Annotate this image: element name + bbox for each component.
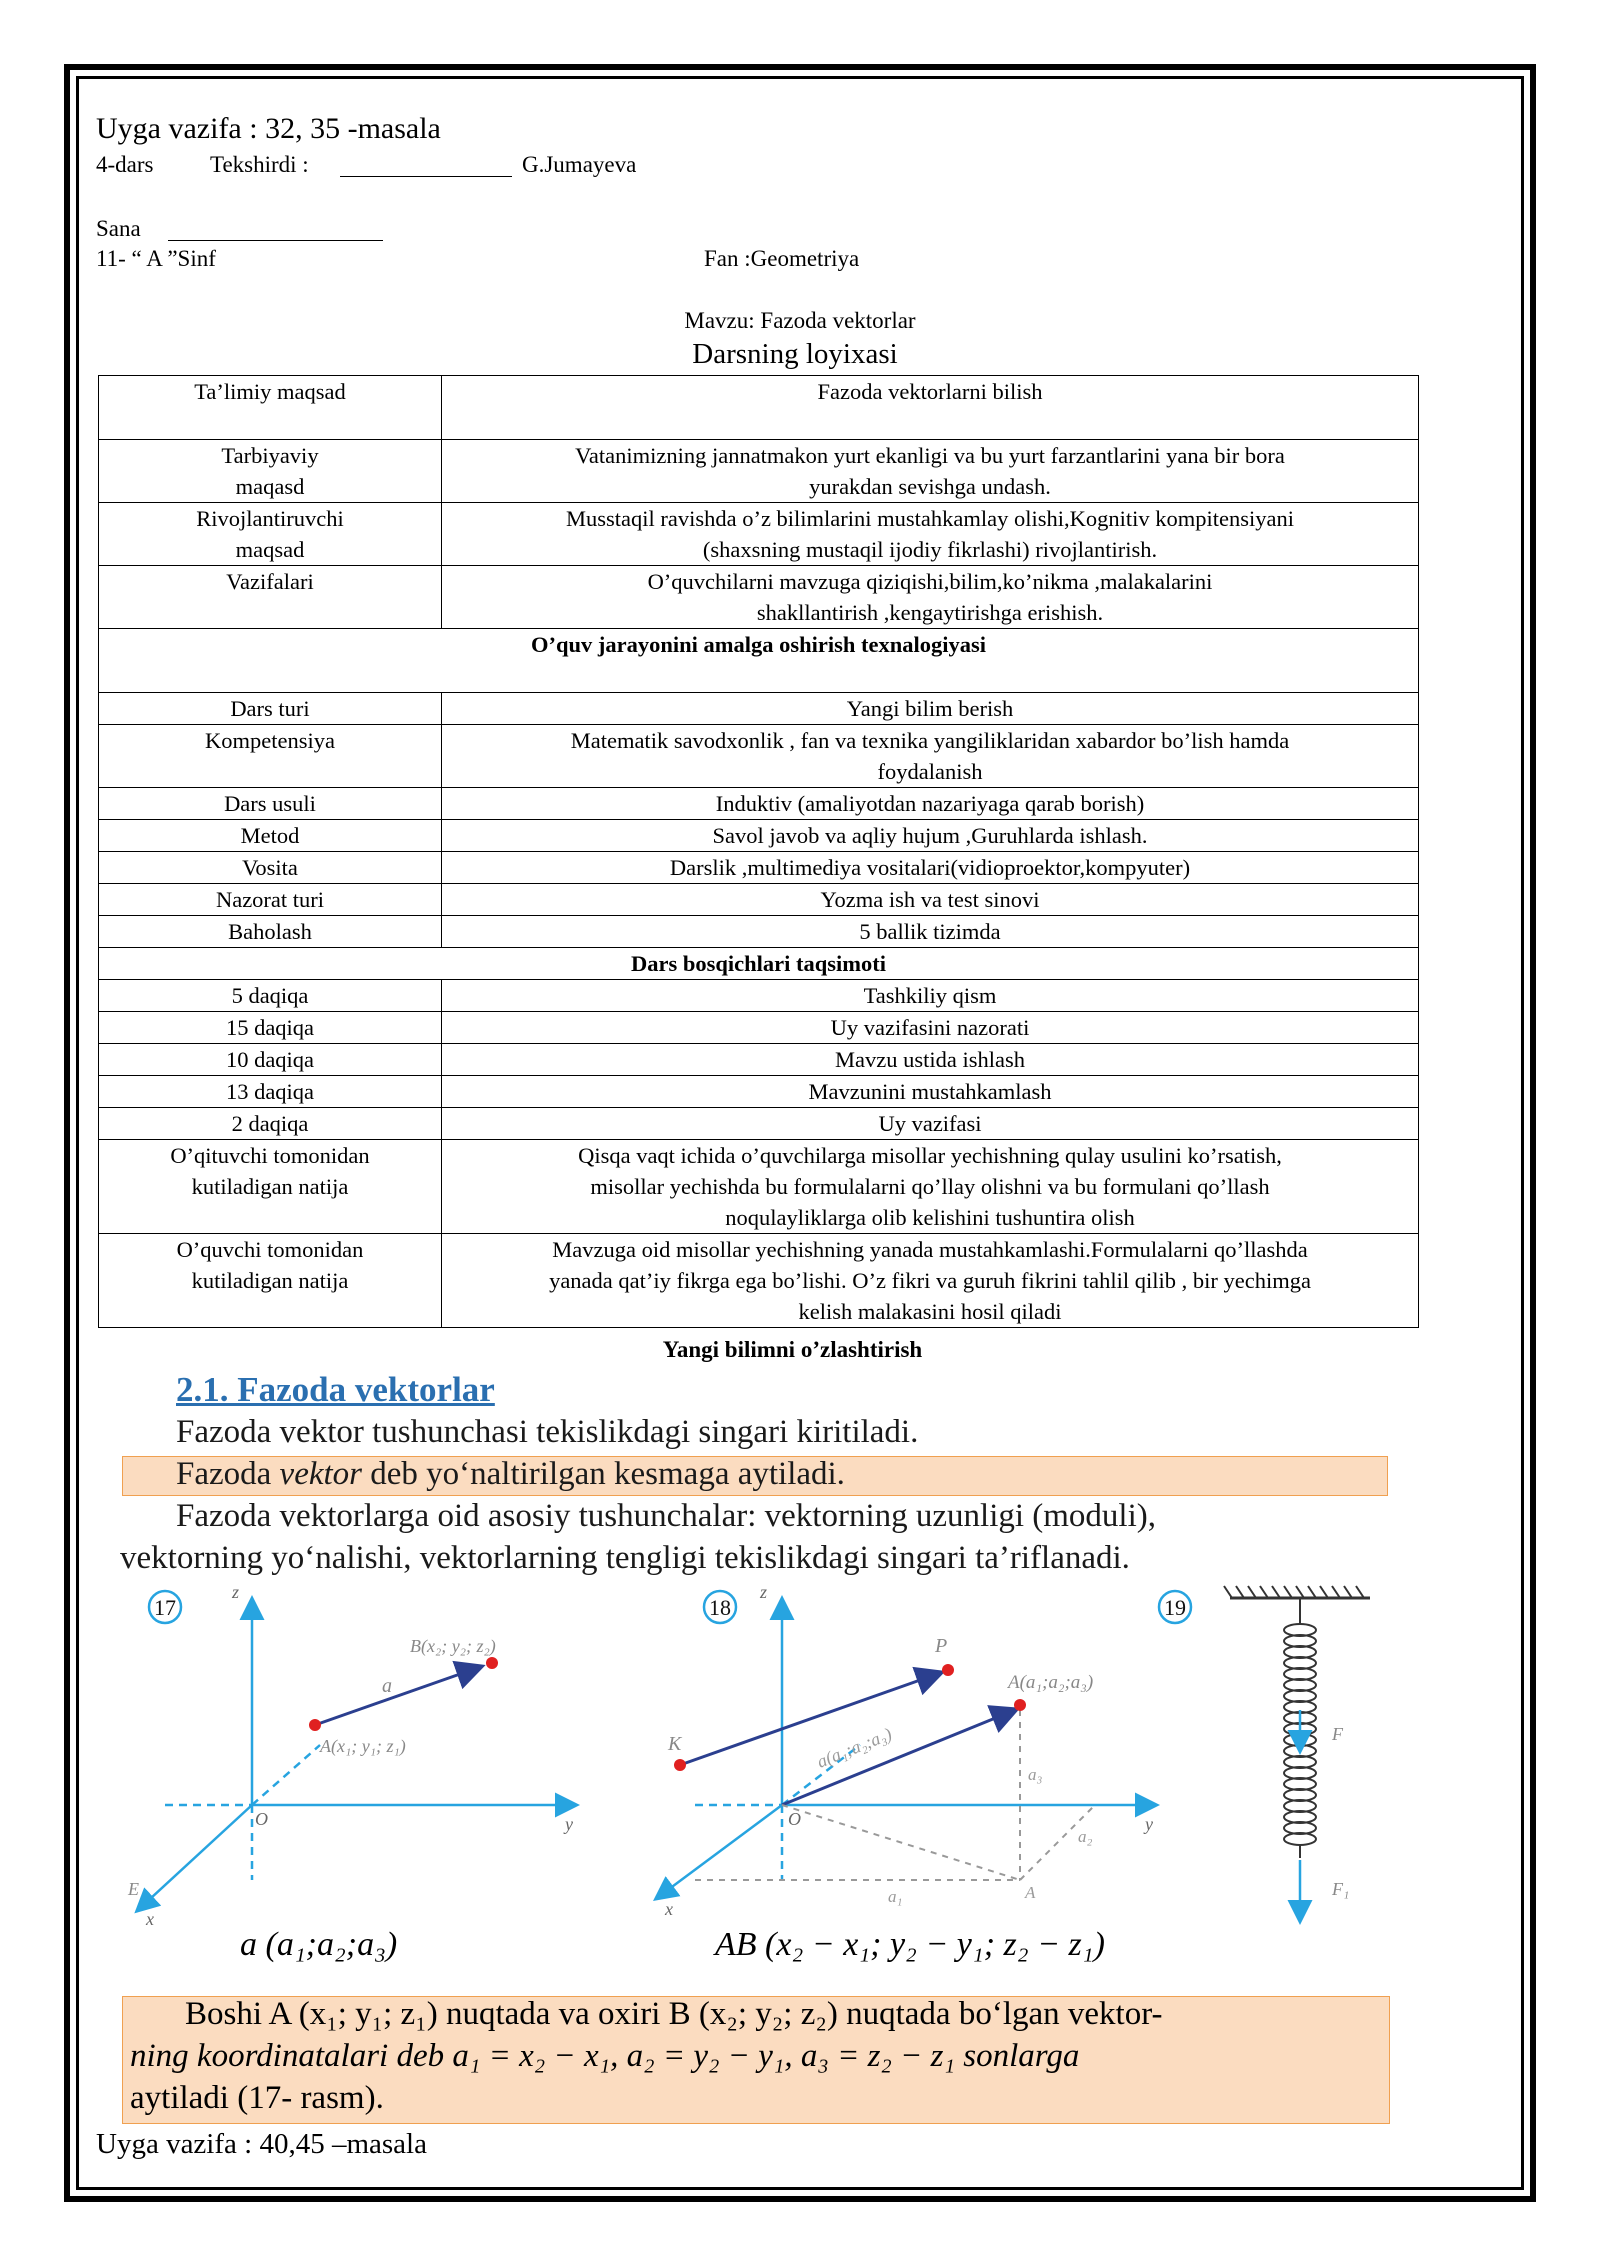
point-p-label: P — [935, 1635, 948, 1657]
table-row — [99, 503, 1419, 566]
figure-17 — [127, 1582, 575, 1929]
row-label: Kompetensiya — [99, 725, 442, 788]
row-value: Induktiv (amaliyotdan nazariyaga qarab borish) — [442, 788, 1419, 820]
figure-number: 18 — [709, 1595, 731, 1620]
row-value: Mavzuga oid misollar yechishning yanada mustahkamlashi.Formulalarni qo’llashda yanada qat’iy fikrga ega bo’lishi. O’z fikri va guruh fikrini tahlil qilib , bir yechimga kelish malakasini hosil qiladi — [442, 1234, 1419, 1328]
point-k — [674, 1759, 686, 1771]
table-row — [99, 693, 1419, 725]
table-row — [99, 1140, 1419, 1234]
row-label: Vazifalari — [99, 566, 442, 629]
table-row — [99, 1234, 1419, 1328]
homework-top: Uyga vazifa : 32, 35 -masala — [96, 112, 441, 145]
figure-number: 17 — [154, 1595, 176, 1620]
figure-19 — [1159, 1586, 1370, 1920]
row-value: Savol javob va aqliy hujum ,Guruhlarda ishlash. — [442, 820, 1419, 852]
vector-coordinates-formula: a (a₁;a₂;a₃) — [240, 1926, 398, 1963]
point-a-label: A(x₁; y₁; z₁) — [320, 1736, 406, 1756]
teacher-name: G.Jumayeva — [522, 152, 637, 177]
row-value: O’quvchilarni mavzuga qiziqishi,bilim,ko’nikma ,malakalarini shakllantirish ,kengaytirishga erishish. — [442, 566, 1419, 629]
point-p — [942, 1664, 954, 1676]
z-axis-label: z — [760, 1582, 768, 1602]
text-span: deb yo‘naltirilgan kesmaga aytiladi. — [362, 1456, 845, 1492]
y-axis-label: y — [565, 1814, 573, 1834]
ceiling-hatch — [1224, 1586, 1364, 1598]
row-value: Qisqa vaqt ichida o’quvchilarga misollar yechishning qulay usulini ko’rsatish, misollar yechishda bu formulalarni qo’llay olishni va bu formulani qo’llash noqulayliklarga olib kelishini tushuntira olish — [442, 1140, 1419, 1234]
signature-line — [340, 176, 512, 177]
row-label: 13 daqiqa — [99, 1076, 442, 1108]
force-f-label: F — [1332, 1724, 1343, 1744]
definition-line: ning koordinatalari deb a₁ = x₂ − x₁, a₂ = y₂ − y₁, a₃ = z₂ − z₁ sonlarga — [130, 2038, 1080, 2074]
point-b — [486, 1657, 498, 1669]
definition-line: Boshi A (x₁; y₁; z₁) nuqtada va oxiri B (x₂; y₂; z₂) nuqtada bo‘lgan vektor- — [185, 1996, 1163, 2032]
table-section-row — [99, 948, 1419, 980]
a1-label: a₁ — [888, 1887, 903, 1906]
row-value: Vatanimizning jannatmakon yurt ekanligi va bu yurt farzantlarini yana bir bora yurakdan sevishga undash. — [442, 440, 1419, 503]
x-axis — [657, 1805, 782, 1898]
x-axis-label: x — [146, 1909, 154, 1929]
row-label: Dars usuli — [99, 788, 442, 820]
row-label: 10 daqiqa — [99, 1044, 442, 1076]
row-label: Metod — [99, 820, 442, 852]
lesson-plan-table — [98, 375, 1419, 1328]
row-value: Mavzunini mustahkamlash — [442, 1076, 1419, 1108]
point-k-label: K — [668, 1733, 682, 1755]
text-span: Fazoda — [176, 1456, 280, 1492]
vector-ab-formula: AB (x₂ − x₁; y₂ − y₁; z₂ − z₁) — [715, 1926, 1105, 1963]
table-row — [99, 916, 1419, 948]
homework-bottom: Uyga vazifa : 40,45 –masala — [96, 2128, 427, 2160]
vector-definition — [176, 1456, 845, 1493]
topic-label: Mavzu: Fazoda vektorlar — [684, 308, 916, 333]
row-label: Dars turi — [99, 693, 442, 725]
y-axis-label: y — [1145, 1814, 1153, 1834]
e-label: E — [128, 1879, 139, 1899]
lesson-number: 4-dars — [96, 152, 154, 177]
z-axis-label: z — [232, 1582, 240, 1602]
force-f1-label: F₁ — [1332, 1879, 1350, 1899]
point-b-label: B(x₂; y₂; z₂) — [410, 1636, 496, 1656]
row-value: Tashkiliy qism — [442, 980, 1419, 1012]
subject-label: Fan :Geometriya — [704, 246, 860, 271]
vector-a-label: a(a₁;a₂;a₃) — [814, 1723, 895, 1772]
figure-18 — [657, 1582, 1155, 1919]
table-section-row — [99, 629, 1419, 693]
new-knowledge-heading: Yangi bilimni o’zlashtirish — [662, 1337, 923, 1362]
table-row — [99, 376, 1419, 440]
point-a-label: A(a₁;a₂;a₃) — [1008, 1672, 1094, 1693]
vector-ab — [315, 1667, 480, 1725]
a3-label: a₃ — [1028, 1765, 1043, 1784]
vector-kp — [680, 1673, 940, 1765]
plan-title: Darsning loyixasi — [692, 338, 898, 370]
row-value: Mavzu ustida ishlash — [442, 1044, 1419, 1076]
table-row — [99, 788, 1419, 820]
vector-figures — [120, 1580, 1390, 1980]
vector-a-label: a — [382, 1675, 392, 1697]
row-label: Vosita — [99, 852, 442, 884]
row-value: Yangi bilim berish — [442, 693, 1419, 725]
row-label: O’quvchi tomonidan kutiladigan natija — [99, 1234, 442, 1328]
textbook-section-title: 2.1. Fazoda vektorlar — [176, 1370, 495, 1409]
row-value: Fazoda vektorlarni bilish — [442, 376, 1419, 440]
class-label: 11- “ A ”Sinf — [96, 246, 216, 271]
row-label: 15 daqiqa — [99, 1012, 442, 1044]
definition-line: aytiladi (17- rasm). — [130, 2080, 384, 2116]
point-a — [309, 1719, 321, 1731]
textbook-line: Fazoda vektorlarga oid asosiy tushunchalar: vektorning uzunligi (moduli), — [176, 1498, 1157, 1534]
row-value: Musstaqil ravishda o’z bilimlarini mustahkamlay olishi,Kognitiv kompitensiyani (shaxsning mustaqil ijodiy fikrlashi) rivojlantirish. — [442, 503, 1419, 566]
table-row — [99, 852, 1419, 884]
table-row — [99, 1012, 1419, 1044]
row-value: Yozma ish va test sinovi — [442, 884, 1419, 916]
row-value: Uy vazifasini nazorati — [442, 1012, 1419, 1044]
figure-number: 19 — [1164, 1595, 1186, 1620]
table-row — [99, 725, 1419, 788]
table-row — [99, 440, 1419, 503]
textbook-line: Fazoda vektor tushunchasi tekislikdagi singari kiritiladi. — [176, 1414, 919, 1450]
row-label: Rivojlantiruvchi maqsad — [99, 503, 442, 566]
row-label: Ta’limiy maqsad — [99, 376, 442, 440]
row-value: Matematik savodxonlik , fan va texnika yangiliklaridan xabardor bo’lish hamda foydalanish — [442, 725, 1419, 788]
row-label: 2 daqiqa — [99, 1108, 442, 1140]
textbook-line: vektorning yo‘nalishi, vektorlarning tengligi tekislikdagi singari ta’riflanadi. — [120, 1540, 1130, 1576]
a2-label: a₂ — [1078, 1827, 1093, 1846]
row-label: Baholash — [99, 916, 442, 948]
table-row — [99, 980, 1419, 1012]
origin-label: O — [788, 1809, 801, 1829]
row-label: O’qituvchi tomonidan kutiladigan natija — [99, 1140, 442, 1234]
origin-label: O — [255, 1809, 268, 1829]
x-axis-neg — [252, 1745, 320, 1805]
checked-by-label: Tekshirdi : — [210, 152, 309, 177]
date-line — [168, 240, 383, 241]
table-row — [99, 1108, 1419, 1140]
table-row — [99, 820, 1419, 852]
projection-line — [782, 1805, 1020, 1880]
row-value: Uy vazifasi — [442, 1108, 1419, 1140]
figures-svg — [120, 1580, 1390, 1980]
table-row — [99, 566, 1419, 629]
date-label: Sana — [96, 216, 141, 241]
section-heading: O’quv jarayonini amalga oshirish texnalogiyasi — [99, 629, 1419, 693]
row-label: Tarbiyaviy maqasd — [99, 440, 442, 503]
row-label: Nazorat turi — [99, 884, 442, 916]
section-heading: Dars bosqichlari taqsimoti — [99, 948, 1419, 980]
table-row — [99, 1076, 1419, 1108]
x-axis-label: x — [665, 1899, 673, 1919]
point-a — [1014, 1699, 1026, 1711]
base-a-label: A — [1025, 1883, 1036, 1902]
row-value: 5 ballik tizimda — [442, 916, 1419, 948]
row-label: 5 daqiqa — [99, 980, 442, 1012]
row-value: Darslik ,multimediya vositalari(vidioproektor,kompyuter) — [442, 852, 1419, 884]
italic-term: vektor — [279, 1456, 362, 1492]
table-row — [99, 884, 1419, 916]
x-axis — [138, 1805, 252, 1910]
table-row — [99, 1044, 1419, 1076]
